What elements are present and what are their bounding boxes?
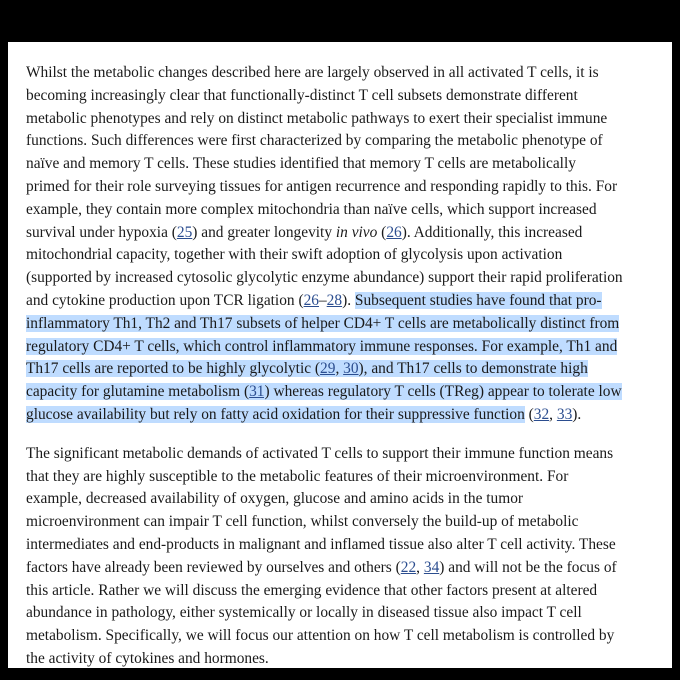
text-segment: , bbox=[549, 405, 557, 423]
text-line bbox=[26, 290, 666, 313]
text-segment: primed for their role surveying tissues for antigen recurrence and responding rapidly to this. For bbox=[26, 177, 618, 195]
text-line bbox=[26, 358, 666, 381]
text-segment: this article. Rather we will discuss the emerging evidence that other factors present at altered bbox=[26, 581, 598, 599]
citation-link[interactable]: 28 bbox=[326, 291, 343, 309]
text-segment: (supported by increased cytosolic glycolytic enzyme abundance) support their rapid proliferation bbox=[26, 269, 623, 287]
text-line bbox=[26, 580, 666, 603]
text-line bbox=[26, 466, 666, 489]
citation-link[interactable]: 30 bbox=[343, 360, 359, 378]
text-segment: ). bbox=[572, 405, 582, 423]
text-line bbox=[26, 336, 666, 359]
text-line bbox=[26, 534, 666, 557]
paragraph-2 bbox=[26, 443, 666, 671]
text-segment: example, decreased availability of oxygen, glucose and amino acids in the tumor bbox=[26, 490, 524, 508]
highlighted-text: Th17 cells are reported to be highly glycolytic ( bbox=[26, 360, 321, 378]
text-line bbox=[26, 153, 666, 176]
text-line bbox=[26, 222, 666, 245]
text-line bbox=[26, 488, 666, 511]
highlighted-text: glucose availability but rely on fatty acid oxidation for their suppressive function bbox=[26, 405, 525, 423]
citation-link[interactable]: 26 bbox=[386, 223, 402, 241]
text-segment: ( bbox=[524, 405, 534, 423]
text-line bbox=[26, 313, 666, 336]
text-segment: ). bbox=[342, 291, 355, 309]
text-line bbox=[26, 602, 666, 625]
citation-link[interactable]: 25 bbox=[176, 223, 193, 241]
highlighted-text: ) whereas regulatory T cells (TReg) appear to tolerate low bbox=[264, 383, 622, 401]
text-line bbox=[26, 511, 666, 534]
text-segment: that they are highly susceptible to the metabolic features of their microenvironment. For bbox=[26, 467, 569, 485]
highlighted-text: ), and Th17 cells to demonstrate high bbox=[358, 360, 588, 378]
text-segment: the activity of cytokines and hormones. bbox=[26, 649, 269, 667]
text-line bbox=[26, 648, 666, 671]
text-segment: ) and greater longevity bbox=[192, 223, 336, 241]
text-segment: in vivo bbox=[335, 223, 378, 241]
text-segment: ) and will not be the focus of bbox=[439, 558, 617, 576]
citation-link[interactable]: 29 bbox=[320, 360, 336, 378]
citation-link[interactable]: 22 bbox=[400, 558, 417, 576]
text-segment: abundance in pathology, either systemically or locally in diseased tissue also impact T cell bbox=[26, 604, 582, 622]
text-segment: naïve and memory T cells. These studies identified that memory T cells are metabolically bbox=[26, 155, 576, 173]
text-segment: factors have already been reviewed by ourselves and others ( bbox=[26, 558, 401, 576]
text-segment: The significant metabolic demands of activated T cells to support their immune function means bbox=[26, 444, 614, 462]
text-segment: and cytokine production upon TCR ligation ( bbox=[26, 291, 304, 309]
text-segment: , bbox=[416, 558, 424, 576]
text-segment: mitochondrial capacity, together with their swift adoption of glycolysis upon activation bbox=[26, 246, 563, 264]
text-segment: microenvironment can impair T cell function, whilst conversely the build-up of metabolic bbox=[26, 513, 579, 531]
text-line bbox=[26, 443, 666, 466]
text-segment: ). Additionally, this increased bbox=[401, 223, 583, 241]
article-page bbox=[8, 42, 672, 668]
text-line bbox=[26, 108, 666, 131]
text-line bbox=[26, 130, 666, 153]
citation-link[interactable]: 31 bbox=[249, 383, 265, 401]
highlighted-text: Subsequent studies have found that pro- bbox=[354, 291, 602, 309]
highlighted-text: , bbox=[335, 360, 344, 378]
citation-link[interactable]: 32 bbox=[533, 405, 550, 423]
text-segment: – bbox=[318, 291, 327, 309]
citation-link[interactable]: 26 bbox=[303, 291, 319, 309]
text-segment: becoming increasingly clear that functionally-distinct T cell subsets demonstrate different bbox=[26, 86, 578, 104]
citation-link[interactable]: 34 bbox=[423, 558, 440, 576]
text-line bbox=[26, 404, 666, 427]
article-text bbox=[26, 62, 666, 671]
citation-link[interactable]: 33 bbox=[556, 405, 573, 423]
highlighted-text: inflammatory Th1, Th2 and Th17 subsets of helper CD4+ T cells are metabolically distinct from bbox=[26, 314, 620, 332]
text-segment: functions. Such differences were first characterized by comparing the metabolic phenotype of bbox=[26, 132, 603, 150]
text-line bbox=[26, 557, 666, 580]
highlighted-text: capacity for glutamine metabolism ( bbox=[26, 383, 250, 401]
text-segment: example, they contain more complex mitochondria than naïve cells, which support increased bbox=[26, 200, 597, 218]
text-line bbox=[26, 244, 666, 267]
text-line bbox=[26, 267, 666, 290]
text-segment: metabolic phenotypes and rely on distinct metabolic pathways to exert their specialist immune bbox=[26, 109, 608, 127]
text-segment: survival under hypoxia ( bbox=[26, 223, 177, 241]
text-line bbox=[26, 625, 666, 648]
text-segment: Whilst the metabolic changes described here are largely observed in all activated T cells, it is bbox=[26, 64, 599, 81]
paragraph-1 bbox=[26, 62, 666, 427]
text-line bbox=[26, 199, 666, 222]
text-segment: metabolism. Specifically, we will focus our attention on how T cell metabolism is controlled by bbox=[26, 627, 615, 645]
text-line bbox=[26, 85, 666, 108]
text-segment: intermediates and end-products in malignant and inflamed tissue also alter T cell activity. These bbox=[26, 535, 616, 553]
text-segment: ( bbox=[377, 223, 387, 241]
text-line bbox=[26, 176, 666, 199]
highlighted-text: regulatory CD4+ T cells, which control inflammatory immune responses. For example, Th1 and bbox=[26, 337, 618, 355]
text-line bbox=[26, 62, 666, 85]
text-line bbox=[26, 381, 666, 404]
